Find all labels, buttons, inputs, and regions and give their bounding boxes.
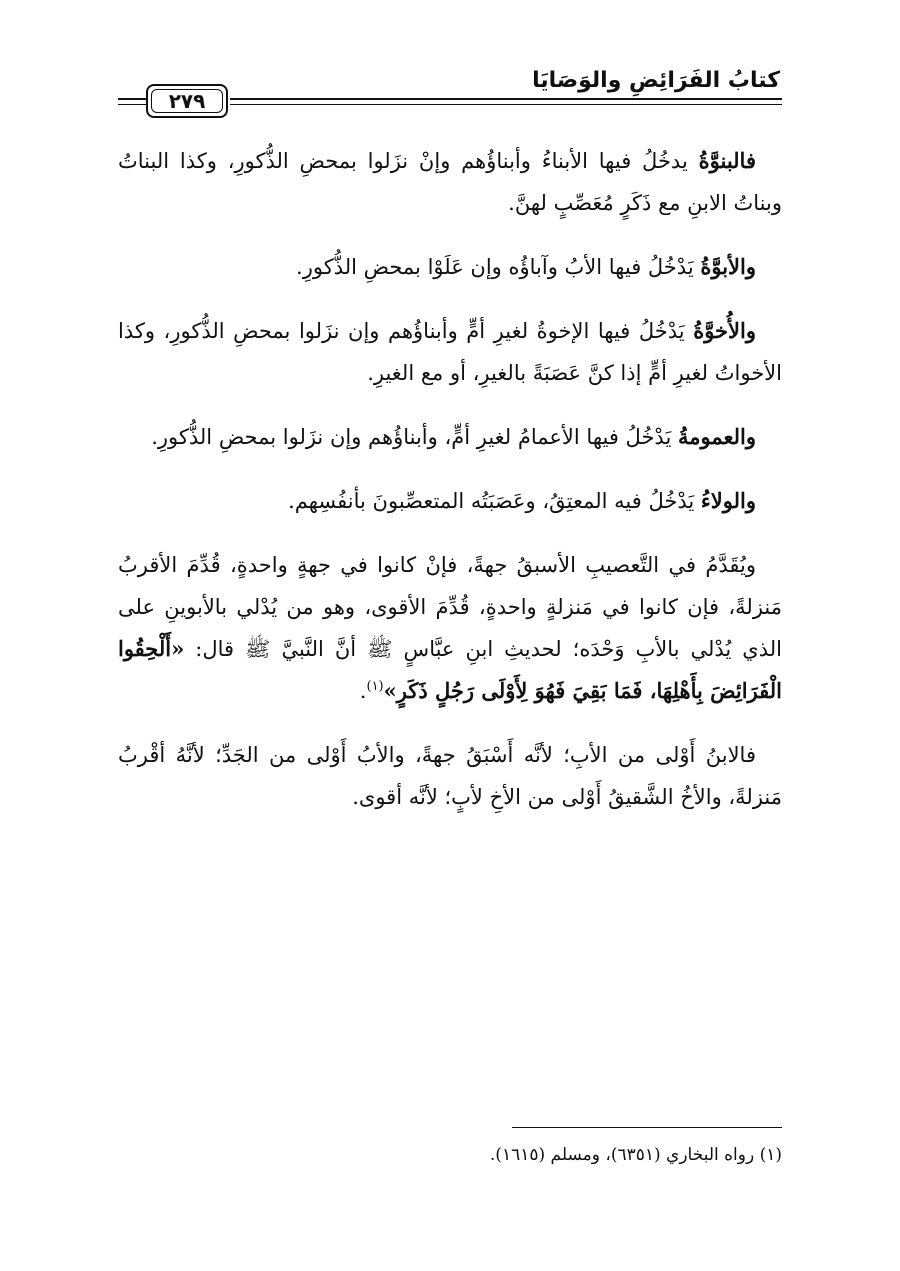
page-body xyxy=(118,140,782,840)
footnote: (١) رواه البخاري (٦٣٥١)، ومسلم (١٦١٥). xyxy=(489,1145,782,1165)
paragraph-text: يدخُلُ فيها الأبناءُ وأبناؤُهم وإنْ نزَلوا بمحضِ الذُّكورِ، وكذا البناتُ وبناتُ الابنِ مع ذَكَرٍ مُعَصِّبٍ لهنَّ. xyxy=(118,149,782,215)
sentence-end: . xyxy=(359,679,367,703)
paragraph-wala xyxy=(118,480,782,522)
header-rule-thin xyxy=(230,104,782,105)
footnote-reference[interactable]: (١) xyxy=(366,679,384,694)
term-heading: والأبوَّةُ xyxy=(700,254,756,279)
paragraph-text: يَدْخُلُ فيه المعتِقُ، وعَصَبَتُه المتعصِّبونَ بأنفُسِهم. xyxy=(288,489,701,513)
paragraph-umuma xyxy=(118,416,782,458)
paragraph-text: ويُقَدَّمُ في التَّعصيبِ الأسبقُ جهةً، فإنْ كانوا في جهةٍ واحدةٍ، قُدِّمَ الأقربُ مَنزلةً، فإن كانوا في مَنزلةٍ واحدةٍ، قُدِّمَ الأقوى، وهو من يُدْلي بالأبوينِ على الذي يُدْلي بالأبِ وَحْدَه؛ لحديثِ ابنِ عبَّاسٍ ﷺ أنَّ النَّبيَّ ﷺ قال: xyxy=(118,553,782,661)
hadith-quote: «أَلْحِقُوا الْفَرَائِضَ بِأَهْلِهَا، فَمَا بَقِيَ فَهُوَ لِأَوْلَى رَجُلٍ ذَكَرٍ» xyxy=(118,636,782,703)
term-heading: والأُخوَّةُ xyxy=(693,318,756,343)
header-rule-left-thin xyxy=(118,104,148,105)
term-heading: والولاءُ xyxy=(700,488,756,513)
running-header-title: كتابُ الفَرَائِضِ والوَصَايَا xyxy=(532,68,780,93)
paragraph-ukhuwwa xyxy=(118,310,782,394)
paragraph-text: يَدْخُلُ فيها الأبُ وآباؤُه وإن عَلَوْا بمحضِ الذُّكورِ. xyxy=(296,255,701,279)
paragraph-text: يَدْخُلُ فيها الإخوةُ لغيرِ أمٍّ وأبناؤُهم وإن نزَلوا بمحضِ الذُّكورِ، وكذا الأخواتُ لغيرِ أمٍّ إذا كنَّ عَصَبَةً بالغيرِ، أو مع الغيرِ. xyxy=(118,319,782,385)
term-heading: فالبنوَّةُ xyxy=(698,148,756,173)
header-rule-left xyxy=(118,98,148,100)
paragraph-closing: فالابنُ أَوْلى من الأبِ؛ لأنَّه أَسْبَقُ جهةً، والأبُ أَوْلى من الجَدِّ؛ لأنَّهُ أقْربُ مَنزلةً، والأخُ الشَّقيقُ أَوْلى من الأخِ لأبٍ؛ لأنَّه أقوى. xyxy=(118,743,782,809)
paragraph-ubuwwa xyxy=(118,246,782,288)
paragraph-precedence xyxy=(118,544,782,712)
page-number-text: ٢٧٩ xyxy=(168,89,206,113)
paragraph-bunuwwa xyxy=(118,140,782,224)
paragraph-text: يَدْخُلُ فيها الأعمامُ لغيرِ أمٍّ، وأبناؤُهم وإن نزَلوا بمحضِ الذُّكورِ. xyxy=(151,425,678,449)
header-rule xyxy=(230,98,782,100)
page-number xyxy=(146,84,228,118)
term-heading: والعمومةُ xyxy=(677,424,756,449)
footnote-separator xyxy=(512,1127,782,1128)
